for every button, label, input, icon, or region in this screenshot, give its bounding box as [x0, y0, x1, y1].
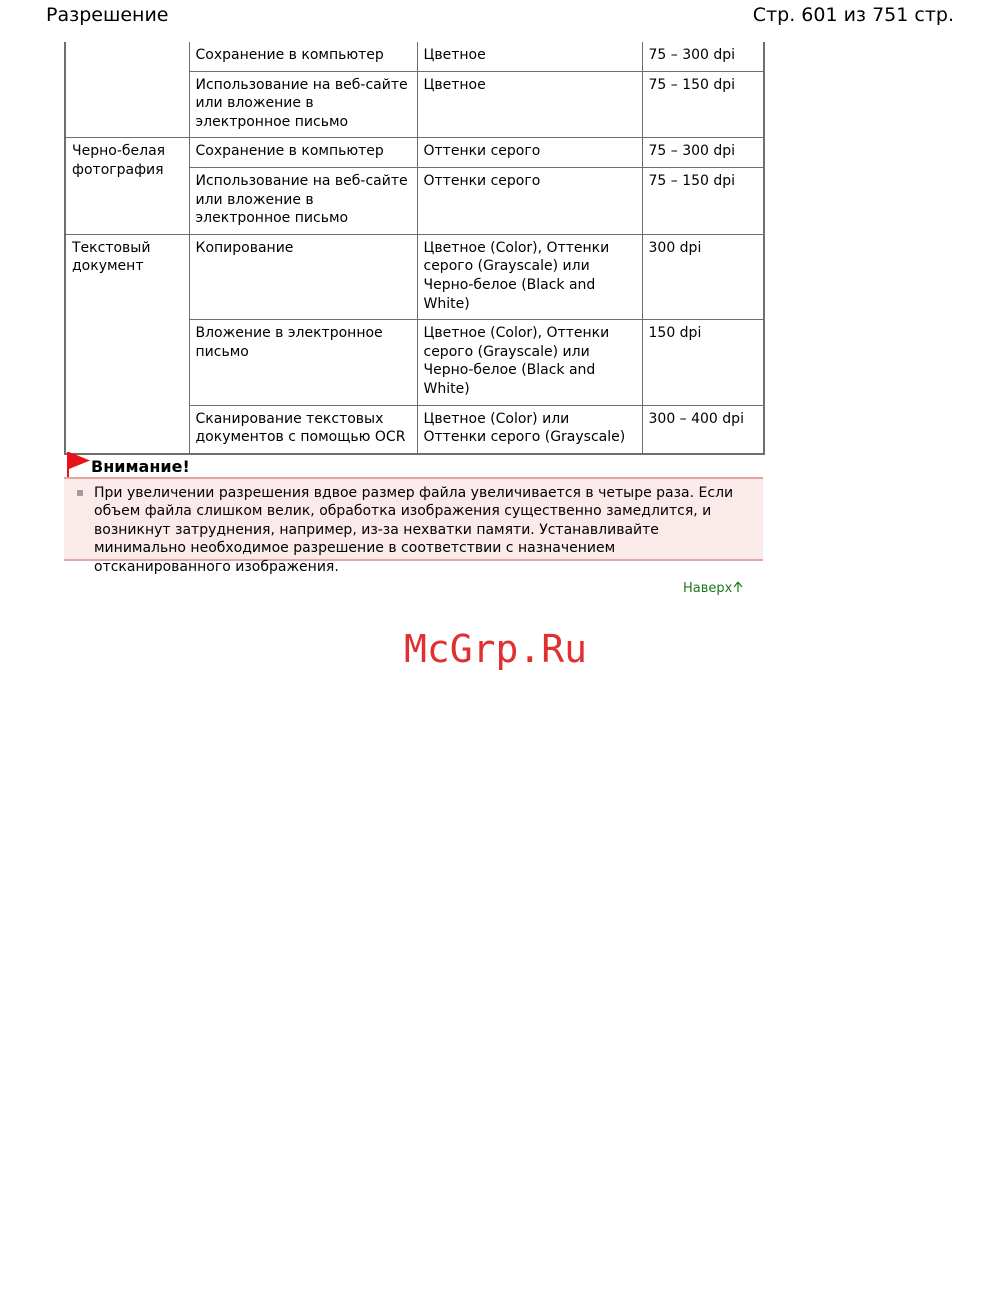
caution-text: При увеличении разрешения вдвое размер файла увеличивается в четыре раза. Если объем файла слишком велик, обработка изображения существенно замедлится, и возникнут затруднения, например, из-за нехватки памяти. Устанавливайте минимально необходимое разрешение в соответствии с назначением отсканированного изображения.	[94, 485, 734, 575]
table-row	[65, 42, 764, 71]
table-cell-purpose: Сохранение в компьютер	[189, 138, 417, 168]
caution-heading	[65, 451, 190, 477]
table-cell-color-mode: Цветное	[417, 71, 642, 138]
table-cell-resolution: 300 – 400 dpi	[642, 405, 764, 454]
page-title: Разрешение	[46, 4, 169, 26]
table-cell-color-mode: Цветное (Color) или Оттенки серого (Grayscale)	[417, 405, 642, 454]
table-cell-color-mode: Цветное (Color), Оттенки серого (Grayscale) или Черно-белое (Black and White)	[417, 320, 642, 405]
table-cell-resolution: 75 – 300 dpi	[642, 42, 764, 71]
back-to-top-link[interactable]	[683, 581, 743, 597]
table-cell-color-mode: Оттенки серого	[417, 167, 642, 234]
table-cell-resolution: 75 – 300 dpi	[642, 138, 764, 168]
table-cell-type	[65, 42, 189, 138]
table-cell-color-mode: Цветное	[417, 42, 642, 71]
table-cell-resolution: 150 dpi	[642, 320, 764, 405]
table-cell-purpose: Копирование	[189, 234, 417, 319]
table-cell-resolution: 300 dpi	[642, 234, 764, 319]
table-cell-purpose: Использование на веб-сайте или вложение в электронное письмо	[189, 167, 417, 234]
table-cell-type: Черно-белая фотография	[65, 138, 189, 234]
table-cell-purpose: Вложение в электронное письмо	[189, 320, 417, 405]
table-cell-resolution: 75 – 150 dpi	[642, 167, 764, 234]
bullet-icon	[77, 490, 83, 496]
table-cell-type: Текстовый документ	[65, 234, 189, 453]
red-flag-icon	[65, 451, 91, 477]
caution-title: Внимание!	[91, 457, 190, 476]
table-cell-color-mode: Оттенки серого	[417, 138, 642, 168]
table-cell-purpose: Использование на веб-сайте или вложение в электронное письмо	[189, 71, 417, 138]
table-cell-purpose: Сохранение в компьютер	[189, 42, 417, 71]
table-cell-color-mode: Цветное (Color), Оттенки серого (Grayscale) или Черно-белое (Black and White)	[417, 234, 642, 319]
table-cell-resolution: 75 – 150 dpi	[642, 71, 764, 138]
table-row	[65, 138, 764, 168]
watermark-text: McGrp.Ru	[404, 627, 588, 671]
table-row	[65, 234, 764, 319]
arrow-up-icon[interactable]	[733, 581, 743, 593]
table-cell-purpose: Сканирование текстовых документов с помощью OCR	[189, 405, 417, 454]
caution-box	[64, 477, 763, 575]
resolution-table	[64, 42, 765, 455]
back-to-top-label[interactable]: Наверх	[683, 581, 733, 596]
page-counter: Стр. 601 из 751 стр.	[752, 4, 954, 26]
